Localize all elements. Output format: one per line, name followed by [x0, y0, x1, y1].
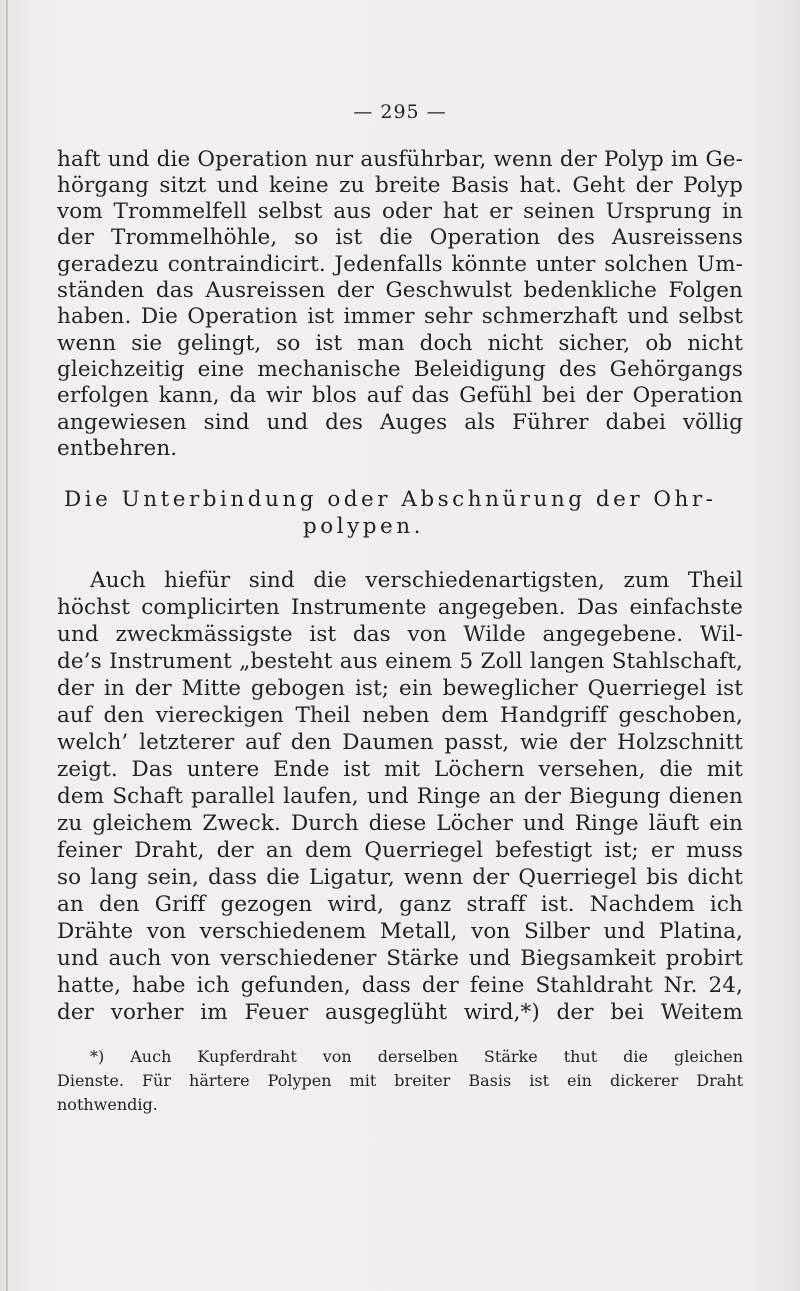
- text-line: zeigt. Das untere Ende ist mit Löchern versehen, die mit: [57, 757, 743, 782]
- text-line: gleichzeitig eine mechanische Beleidigung des Gehörgangs: [57, 357, 743, 382]
- text-line: und zweckmässigste ist das von Wilde angegebene. Wil-: [57, 622, 743, 647]
- text-line: de’s Instrument „besteht aus einem 5 Zoll langen Stahlschaft,: [57, 649, 743, 674]
- text-line: feiner Draht, der an dem Querriegel befestigt ist; er muss: [57, 838, 743, 863]
- section-heading-line: Die Unterbindung oder Abschnürung der Ohr-: [64, 487, 717, 512]
- text-line: der vorher im Feuer ausgeglüht wird,*) der bei Weitem: [57, 1000, 743, 1025]
- text-line: dem Schaft parallel laufen, und Ringe an der Biegung dienen: [57, 784, 743, 809]
- text-line: ständen das Ausreissen der Geschwulst bedenkliche Folgen: [57, 278, 743, 303]
- text-line: geradezu contraindicirt. Jedenfalls könnte unter solchen Um-: [57, 252, 743, 277]
- text-line: an den Griff gezogen wird, ganz straff ist. Nachdem ich: [57, 892, 743, 917]
- page-edge: [6, 0, 8, 1291]
- text-line: Drähte von verschiedenem Metall, von Silber und Platina,: [57, 919, 743, 944]
- text-line: haben. Die Operation ist immer sehr schmerzhaft und selbst: [57, 304, 743, 329]
- footnote-line: Dienste. Für härtere Polypen mit breiter Basis ist ein dickerer Draht: [57, 1071, 743, 1090]
- text-line: haft und die Operation nur ausführbar, wenn der Polyp im Ge-: [57, 147, 743, 172]
- text-line: hörgang sitzt und keine zu breite Basis hat. Geht der Polyp: [57, 173, 743, 198]
- section-heading-continuation: [303, 513, 424, 541]
- text-line: zu gleichem Zweck. Durch diese Löcher und Ringe läuft ein: [57, 811, 743, 836]
- text-line: entbehren.: [57, 436, 178, 461]
- text-line: angewiesen sind und des Auges als Führer dabei völlig: [57, 410, 743, 435]
- footnote-line: nothwendig.: [57, 1095, 158, 1114]
- text-line: vom Trommelfell selbst aus oder hat er seinen Ursprung in: [57, 199, 743, 224]
- footnote-line: *) Auch Kupferdraht von derselben Stärke thut die gleichen: [90, 1047, 743, 1066]
- text-line: der in der Mitte gebogen ist; ein beweglicher Querriegel ist: [57, 676, 743, 701]
- text-line: höchst complicirten Instrumente angegeben. Das einfachste: [57, 595, 743, 620]
- text-line: und auch von verschiedener Stärke und Biegsamkeit probirt: [57, 946, 743, 971]
- section-heading-line: polypen.: [303, 514, 424, 539]
- page-number: — 295 —: [353, 101, 447, 123]
- section-heading: [64, 486, 716, 514]
- text-line: welch’ letzterer auf den Daumen passt, wie der Holzschnitt: [57, 730, 743, 755]
- text-line: auf den viereckigen Theil neben dem Handgriff geschoben,: [57, 703, 743, 728]
- text-line: wenn sie gelingt, so ist man doch nicht sicher, ob nicht: [57, 331, 743, 356]
- text-line: Auch hiefür sind die verschiedenartigsten, zum Theil: [90, 568, 743, 593]
- text-line: erfolgen kann, da wir blos auf das Gefühl bei der Operation: [57, 383, 743, 408]
- text-line: der Trommelhöhle, so ist die Operation des Ausreissens: [57, 225, 743, 250]
- text-line: so lang sein, dass die Ligatur, wenn der Querriegel bis dicht: [57, 865, 743, 890]
- text-line: hatte, habe ich gefunden, dass der feine Stahldraht Nr. 24,: [57, 973, 743, 998]
